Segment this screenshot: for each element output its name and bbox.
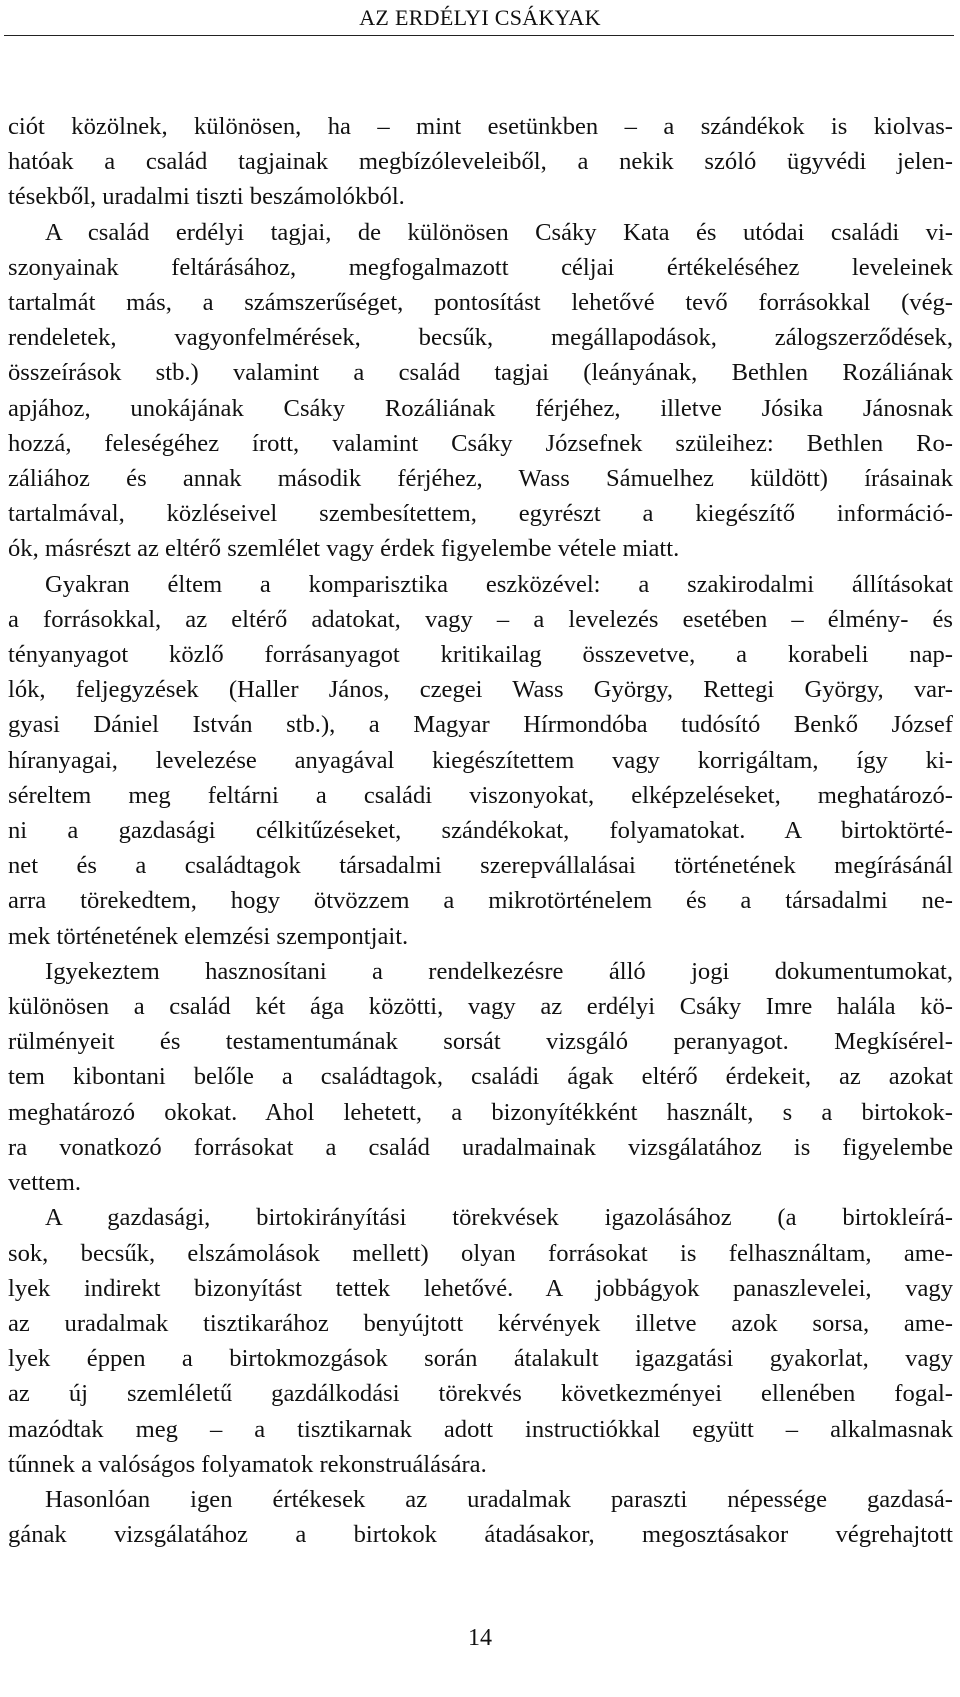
text-line: séreltem meg feltárni a családi viszonyokat, elképzeléseket, meghatározó-	[8, 781, 953, 809]
paragraph	[8, 1200, 953, 1482]
header-rule	[4, 35, 954, 36]
text-line: A család erdélyi tagjai, de különösen Csáky Kata és utódai családi vi-	[45, 218, 953, 246]
text-line: mek történetének elemzési szempontjait.	[8, 922, 409, 950]
body-text	[8, 109, 953, 1552]
text-line: tem kibontani belőle a családtagok, családi ágak eltérő érdekeit, az azokat	[8, 1063, 953, 1091]
text-line: arra törekedtem, hogy ötvözzem a mikrotörténelem és a társadalmi ne-	[8, 887, 953, 915]
text-line: hatóak a család tagjainak megbízóleveleiből, a nekik szóló ügyvédi jelen-	[8, 148, 953, 176]
text-line: összeírások stb.) valamint a család tagjai (leányának, Bethlen Rozáliának	[8, 359, 953, 387]
text-line: tartalmával, közléseivel szembesítettem, egyrészt a kiegészítő információ-	[8, 500, 953, 528]
paragraph	[8, 567, 953, 954]
text-line: rülményeit és testamentumának sorsát vizsgáló peranyagot. Megkísérel-	[8, 1028, 953, 1056]
text-line: záliához és annak második férjéhez, Wass Sámuelhez küldött) írásainak	[8, 465, 953, 493]
text-line: Igyekeztem hasznosítani a rendelkezésre álló jogi dokumentumokat,	[45, 957, 953, 985]
text-line: A gazdasági, birtokirányítási törekvések igazolásához (a birtokleírá-	[45, 1204, 953, 1232]
text-line: tartalmát más, a számszerűséget, pontosítást lehetővé tevő forrásokkal (vég-	[8, 289, 953, 317]
text-line: lók, feljegyzések (Haller János, czegei Wass György, Rettegi György, var-	[8, 676, 953, 704]
paragraph	[8, 1482, 953, 1552]
text-line: tűnnek a valóságos folyamatok rekonstruálására.	[8, 1450, 487, 1478]
text-line: meghatározó okokat. Ahol lehetett, a bizonyítékként használt, s a birtokok-	[8, 1098, 953, 1126]
text-line: tényanyagot közlő forrásanyagot kritikailag összevetve, a korabeli nap-	[8, 641, 953, 669]
text-line: lyek éppen a birtokmozgások során átalakult igazgatási gyakorlat, vagy	[8, 1345, 953, 1373]
text-line: mazódtak meg – a tisztikarnak adott instructiókkal együtt – alkalmasnak	[8, 1415, 953, 1443]
paragraph	[8, 109, 953, 215]
text-line: a forrásokkal, az eltérő adatokat, vagy – a levelezés esetében – élmény- és	[8, 605, 953, 633]
text-line: Gyakran éltem a komparisztika eszközével: a szakirodalmi állításokat	[45, 570, 953, 598]
text-line: sok, becsűk, elszámolások mellett) olyan forrásokat is felhasználtam, ame-	[8, 1239, 953, 1267]
text-line: az új szemléletű gazdálkodási törekvés következményei ellenében fogal-	[8, 1380, 953, 1408]
running-head: AZ ERDÉLYI CSÁKYAK	[359, 5, 601, 30]
text-line: vettem.	[8, 1169, 82, 1197]
text-line: híranyagai, levelezése anyagával kiegészítettem vagy korrigáltam, így ki-	[8, 746, 953, 774]
paragraph	[8, 215, 953, 567]
text-line: ni a gazdasági célkitűzéseket, szándékokat, folyamatokat. A birtoktörté-	[8, 817, 953, 845]
text-line: tésekből, uradalmi tiszti beszámolókból.	[8, 183, 405, 211]
text-line: gának vizsgálatához a birtokok átadásakor, megosztásakor végrehajtott	[8, 1521, 953, 1549]
text-line: net és a családtagok társadalmi szerepvállalásai történetének megírásánál	[8, 852, 953, 880]
paragraph	[8, 954, 953, 1200]
text-line: ciót közölnek, különösen, ha – mint esetünkben – a szándékok is kiolvas-	[8, 113, 953, 140]
text-line: hozzá, feleségéhez írott, valamint Csáky Józsefnek szüleihez: Bethlen Ro-	[8, 429, 953, 457]
text-line: ók, másrészt az eltérő szemlélet vagy érdek figyelembe vétele miatt.	[8, 535, 680, 563]
text-line: különösen a család két ága közötti, vagy az erdélyi Csáky Imre halála kö-	[8, 993, 953, 1021]
text-line: az uradalmak tisztikarához benyújtott kérvények illetve azok sorsa, ame-	[8, 1309, 953, 1337]
text-line: Hasonlóan igen értékesek az uradalmak paraszti népessége gazdasá-	[45, 1485, 953, 1513]
text-line: rendeletek, vagyonfelmérések, becsűk, megállapodások, zálogszerződések,	[8, 324, 953, 352]
text-line: szonyainak feltárásához, megfogalmazott céljai értékeléséhez leveleinek	[8, 253, 953, 281]
text-line: lyek indirekt bizonyítást tettek lehetővé. A jobbágyok panaszlevelei, vagy	[8, 1274, 953, 1302]
text-line: gyasi Dániel István stb.), a Magyar Hírmondóba tudósító Benkő József	[8, 711, 953, 739]
text-line: apjához, unokájának Csáky Rozáliának férjéhez, illetve Jósika Jánosnak	[8, 394, 953, 422]
page-number: 14	[468, 1625, 492, 1651]
text-line: ra vonatkozó forrásokat a család uradalmainak vizsgálatához is figyelembe	[8, 1133, 953, 1161]
